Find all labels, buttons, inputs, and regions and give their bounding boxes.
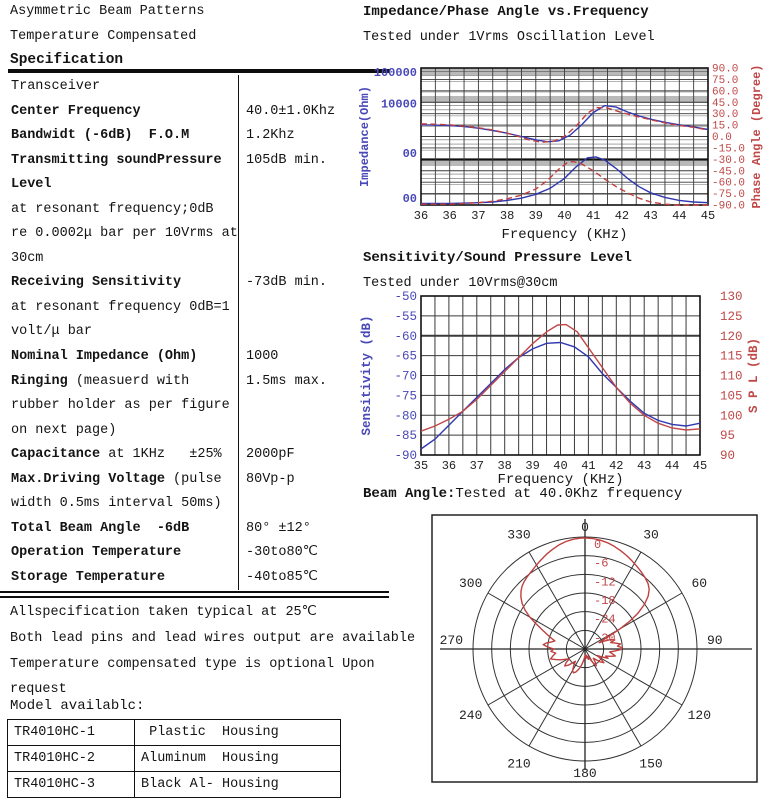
phase-tick-label: -45.0: [712, 166, 746, 179]
spec-row-value: 1000: [238, 345, 390, 370]
phase-tick-label: -30.0: [712, 154, 746, 167]
angle-label: 120: [687, 708, 712, 723]
beam-angle-label: Beam Angle:: [363, 486, 456, 502]
db-ring-label: -6: [594, 556, 609, 571]
spec-row-label: [8, 296, 238, 321]
note-line: Both lead pins and lead wires output are available: [10, 630, 416, 646]
model-name-cell: TR4010HC-2: [8, 746, 135, 772]
spec-row-label-normal: at resonant frequency;0dB: [11, 201, 214, 217]
spec-row: [8, 468, 390, 493]
freq-tick-label: 41: [585, 209, 601, 223]
spl-tick-label: 100: [720, 409, 743, 424]
spec-row-value: 80° ±12°: [238, 517, 390, 542]
spec-row-label-bold: Center Frequency: [11, 103, 141, 119]
spec-row: [8, 124, 390, 149]
spec-row: [8, 75, 390, 100]
spec-row: [8, 296, 390, 321]
model-table-row: [8, 772, 341, 798]
spec-row: [8, 198, 390, 223]
spec-row-label: [8, 419, 238, 444]
angle-label: 60: [691, 576, 708, 591]
freq-tick-label: 43: [636, 459, 652, 473]
spec-table: [8, 75, 390, 590]
spec-row-value: 2000pF: [238, 443, 390, 468]
sensitivity-chart-title: Sensitivity/Sound Pressure Level: [363, 250, 632, 266]
spec-row-label-bold: Max.Driving Voltage: [11, 471, 165, 487]
angle-label: 330: [507, 527, 531, 543]
spec-row-label-normal: Transceiver: [11, 79, 101, 94]
spl-tick-label: 110: [720, 369, 743, 384]
spec-row-value: 1.5ms max.: [238, 370, 390, 395]
freq-tick-label: 37: [471, 209, 486, 223]
spl-tick-label: 130: [720, 290, 743, 304]
spec-row-label-normal: 30cm: [11, 250, 44, 266]
spec-row-label: [8, 173, 238, 198]
note-line: request: [10, 682, 67, 698]
beam-angle-condition: Tested at 40.0Khz frequency: [455, 486, 683, 502]
spec-row: [8, 541, 390, 566]
freq-tick-label: 36: [441, 459, 457, 473]
freq-tick-label: 45: [700, 209, 716, 223]
impedance-phase-chart: [358, 56, 771, 248]
charts-column: [358, 0, 771, 805]
spec-row-value: -40to85℃: [238, 566, 390, 591]
sensitivity-tick-label: -55: [394, 309, 417, 324]
spec-row: [8, 394, 390, 419]
sensitivity-tick-label: -50: [394, 290, 417, 304]
angle-label: 240: [458, 708, 483, 723]
impedance-tick-label: 00: [402, 146, 417, 161]
spec-row-label: [8, 100, 238, 125]
spec-row-label: [8, 443, 238, 468]
spec-row-label: [8, 517, 238, 542]
model-table: [7, 719, 341, 798]
spec-row-label-normal: rubber holder as per figure: [11, 398, 230, 414]
phase-tick-label: -90.0: [712, 200, 746, 213]
model-table-row: [8, 746, 341, 772]
freq-tick-label: 35: [413, 459, 429, 473]
spec-row-label-bold: Capacitance: [11, 447, 101, 463]
freq-tick-label: 42: [614, 209, 630, 223]
spec-row-value: 80Vp-p: [238, 468, 390, 493]
spec-row-label: [8, 345, 238, 370]
spec-row-label-bold: Storage Temperature: [11, 569, 165, 585]
sensitivity-tick-label: -65: [394, 349, 417, 364]
angle-label: 0: [581, 520, 589, 535]
sensitivity-tick-label: -60: [394, 329, 417, 344]
db-ring-label: 0: [594, 538, 602, 552]
model-housing-cell: Aluminum Housing: [135, 746, 341, 772]
angle-label: 30: [643, 527, 659, 543]
impedance-chart-title: Impedance/Phase Angle vs.Frequency: [363, 4, 649, 20]
spec-row-label-normal: width 0.5ms interval 50ms): [11, 496, 222, 512]
spec-row-label: [8, 124, 238, 149]
phase-tick-label: 45.0: [712, 97, 739, 110]
spec-row-value: 105dB min.: [238, 149, 390, 174]
spl-tick-label: 95: [720, 429, 736, 444]
spec-row-label-bold: Nominal Impedance (Ohm): [11, 349, 198, 365]
impedance-tick-label: 100000: [373, 66, 417, 81]
freq-tick-label: 42: [609, 459, 624, 473]
impedance-chart-subtitle: Tested under 1Vrms Oscillation Level: [363, 30, 655, 45]
spec-row-value: -73dB min.: [238, 271, 390, 296]
spec-row: [8, 222, 390, 247]
sensitivity-tick-label: -70: [394, 369, 417, 384]
spec-row-label-normal: on next page): [11, 422, 117, 438]
phase-tick-label: 60.0: [712, 86, 739, 99]
model-name-cell: TR4010HC-3: [8, 772, 135, 798]
spl-tick-label: 90: [720, 449, 736, 463]
spec-row-label-bold: Ringing: [11, 373, 68, 389]
sensitivity-tick-label: -85: [394, 429, 417, 444]
sensitivity-tick-label: -80: [394, 409, 417, 424]
impedance-tick-label: 00: [402, 192, 417, 207]
beam-pattern-polar-chart: [428, 512, 763, 805]
spec-row: [8, 566, 390, 591]
spec-row-label-normal: volt/μ bar: [11, 324, 93, 340]
freq-tick-label: 39: [525, 459, 540, 473]
spec-row: [8, 320, 390, 345]
spec-row-label: [8, 198, 238, 223]
spec-row: [8, 271, 390, 296]
phase-tick-label: 90.0: [712, 63, 739, 76]
beam-angle-title: [363, 486, 682, 502]
model-available-label: Model availablc:: [10, 698, 145, 714]
spec-row: [8, 517, 390, 542]
spl-tick-label: 105: [720, 389, 743, 404]
spec-row-label: [8, 75, 238, 100]
model-name-cell: TR4010HC-1: [8, 720, 135, 746]
angle-label: 300: [458, 576, 483, 591]
freq-tick-label: 36: [442, 209, 457, 223]
right-axis-title: S P L (dB): [747, 337, 761, 414]
phase-tick-label: -60.0: [712, 177, 746, 190]
impedance-tick-label: 10000: [380, 97, 417, 112]
freq-tick-label: 43: [643, 209, 658, 223]
angle-label: 90: [707, 633, 723, 648]
freq-tick-label: 45: [692, 459, 708, 473]
sensitivity-chart-subtitle: Tested under 10Vrms@30cm: [363, 276, 558, 291]
freq-tick-label: 38: [499, 209, 515, 223]
spec-row-value: -30to80℃: [238, 541, 390, 566]
double-divider: [0, 591, 389, 598]
spec-row-label: [8, 394, 238, 419]
freq-tick-label: 44: [664, 459, 680, 473]
freq-tick-label: 38: [497, 459, 512, 473]
section-title: Specification: [10, 52, 124, 68]
spec-row-label-normal: (measuerd with: [67, 373, 190, 389]
spec-row-label-normal: at 1KHz ±25%: [100, 447, 222, 463]
spec-row-label-normal: re 0.0002μ bar per 10Vrms at: [11, 226, 238, 242]
db-ring-label: -12: [594, 575, 616, 590]
freq-tick-label: 36: [413, 209, 429, 223]
x-axis-title: Frequency (KHz): [497, 472, 624, 486]
spl-tick-label: 125: [720, 309, 743, 324]
spec-row-label: [8, 271, 238, 296]
spec-row-label: [8, 370, 238, 395]
db-ring-label: -24: [594, 612, 616, 627]
header-line-2: Temperature Compensated: [10, 29, 197, 44]
freq-tick-label: 44: [672, 209, 687, 223]
phase-tick-label: 30.0: [712, 109, 739, 122]
spec-row-value: 1.2Khz: [238, 124, 390, 149]
thick-divider: [8, 69, 390, 73]
angle-label: 180: [573, 766, 597, 781]
x-axis-title: Frequency (KHz): [501, 227, 628, 243]
spec-row-label: [8, 222, 238, 247]
left-axis-title: Impedance(Ohm): [358, 86, 372, 187]
spec-row: [8, 173, 390, 198]
spec-row-label-bold: Transmitting soundPressure: [11, 152, 222, 168]
phase-tick-label: -15.0: [712, 143, 746, 156]
spec-row-label-normal: (pulse: [164, 471, 222, 487]
spec-row: [8, 370, 390, 395]
angle-label: 210: [507, 756, 531, 772]
angle-label: 150: [639, 756, 663, 772]
model-table-row: [8, 720, 341, 746]
spec-row: [8, 149, 390, 174]
spec-row-label: [8, 468, 238, 493]
phase-tick-label: 75.0: [712, 74, 739, 87]
model-housing-cell: Black Al- Housing: [135, 772, 341, 798]
left-axis-title: Sensitivity (dB): [360, 315, 374, 436]
phase-tick-label: -75.0: [712, 189, 746, 202]
spl-tick-label: 120: [720, 329, 743, 344]
spec-row-label: [8, 149, 238, 174]
spec-row: [8, 492, 390, 517]
spec-row-label-bold: Bandwidt (-6dB) F.O.M: [11, 128, 190, 144]
spec-row-label: [8, 320, 238, 345]
freq-tick-label: 39: [528, 209, 544, 223]
spec-row: [8, 247, 390, 272]
spec-row-label-bold: Receiving Sensitivity: [11, 275, 182, 291]
note-line: Allspecification taken typical at 25℃: [10, 605, 317, 620]
note-line: Temperature compensated type is optional Upon: [10, 656, 375, 672]
spec-row-label: [8, 541, 238, 566]
phase-tick-label: 0.0: [712, 132, 732, 144]
db-ring-label: -30: [594, 631, 616, 646]
sensitivity-tick-label: -90: [394, 449, 417, 463]
spec-row-label-normal: at resonant frequency 0dB=1: [11, 299, 230, 315]
spec-row-label-bold: Total Beam Angle -6dB: [11, 520, 190, 536]
spec-row: [8, 345, 390, 370]
spec-row: [8, 100, 390, 125]
spec-row-value: 40.0±1.0Khz: [238, 100, 390, 125]
sensitivity-tick-label: -75: [394, 389, 417, 404]
right-axis-title: Phase Angle (Degree): [750, 64, 764, 209]
db-ring-label: -18: [594, 594, 616, 608]
phase-tick-label: 15.0: [712, 120, 739, 133]
spec-row-label: [8, 247, 238, 272]
sensitivity-spl-chart: [358, 290, 771, 486]
freq-tick-label: 41: [581, 459, 596, 473]
spec-row: [8, 443, 390, 468]
freq-tick-label: 40: [553, 459, 568, 473]
freq-tick-label: 40: [557, 209, 572, 223]
header-line-1: Asymmetric Beam Patterns: [10, 4, 205, 19]
spec-row: [8, 419, 390, 444]
angle-label: 270: [439, 633, 463, 648]
spl-tick-label: 115: [720, 349, 743, 364]
model-housing-cell: Plastic Housing: [135, 720, 341, 746]
spec-row-label: [8, 492, 238, 517]
spec-row-label-bold: Level: [11, 177, 52, 193]
spec-row-label: [8, 566, 238, 591]
freq-tick-label: 37: [469, 459, 485, 473]
spec-row-label-bold: Operation Temperature: [11, 545, 182, 561]
